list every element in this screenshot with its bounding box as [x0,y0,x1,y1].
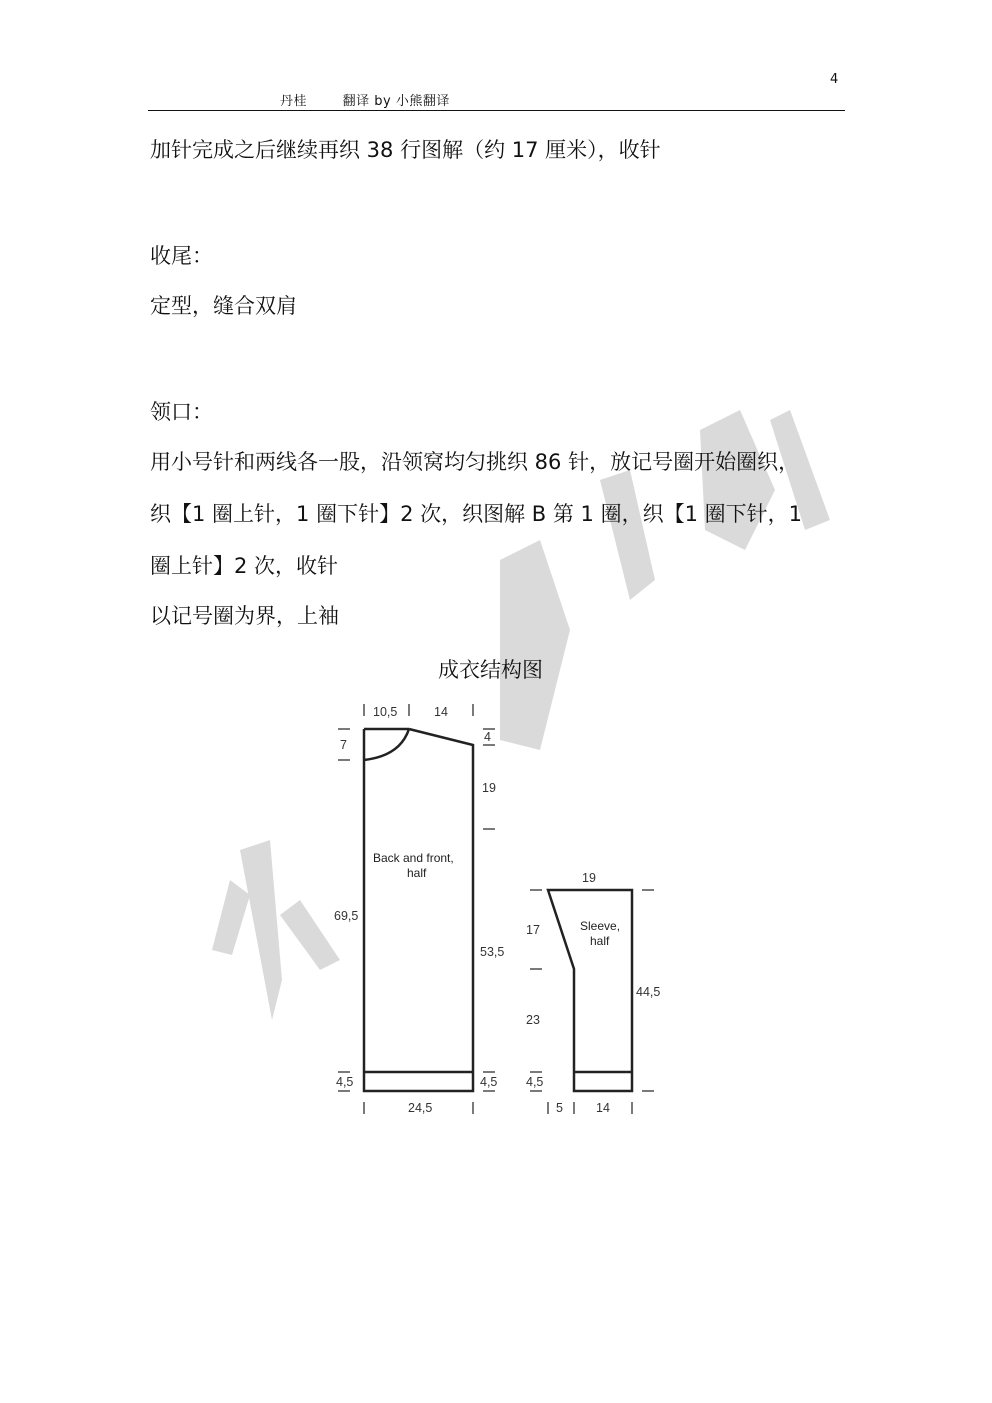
dim-bottom-width: 24,5 [408,1101,433,1115]
neck-line-2: 织【1 圈上针，1 圈下针】2 次，织图解 B 第 1 圈，织【1 圈下针，1 [150,502,802,526]
dim-armhole: 19 [482,781,496,795]
finishing-text: 定型，缝合双肩 [150,294,297,318]
finishing-heading: 收尾： [150,244,213,268]
dim-neck-depth: 7 [340,738,347,752]
dim-sleeve-total: 44,5 [636,985,661,999]
header-author: 丹桂 [280,94,308,109]
dim-sleeve-upper: 17 [526,923,540,937]
neck-line-1: 用小号针和两线各一股，沿领窝均匀挑织 86 针，放记号圈开始圈织， [150,450,800,474]
dim-sleeve-bottom: 14 [596,1101,610,1115]
figure-title: 成衣结构图 [438,658,543,682]
dim-shoulder-drop: 4 [484,730,491,744]
sleeve-label-2: half [590,934,610,948]
dim-sleeve-lower: 23 [526,1013,540,1027]
dim-total-length: 69,5 [334,909,359,923]
dim-top-left: 10,5 [373,705,398,719]
header-rule [148,110,845,111]
paragraph-line: 加针完成之后继续再织 38 行图解（约 17 厘米），收针 [150,138,661,162]
body-outline [364,729,473,1091]
neck-heading: 领口： [150,400,213,424]
body-label-1: Back and front, [373,851,454,865]
neck-line-3: 圈上针】2 次，收针 [150,554,339,578]
sleeve-line: 以记号圈为界，上袖 [150,604,339,628]
dim-side-length: 53,5 [480,945,505,959]
dim-rib-left: 4,5 [336,1075,354,1089]
page-number: 4 [830,72,839,87]
dim-sleeve-top: 19 [582,871,596,885]
sleeve-label-1: Sleeve, [580,919,621,933]
body-label-2: half [407,866,427,880]
dim-top-right: 14 [434,705,448,719]
header-translator: 翻译 by 小熊翻译 [342,94,450,109]
schematic-diagram [320,696,680,1126]
neck-curve [364,729,409,760]
dim-rib-right: 4,5 [480,1075,498,1089]
dim-sleeve-rib: 4,5 [526,1075,544,1089]
dim-sleeve-bottom-left: 5 [556,1101,563,1115]
page-header [280,90,450,109]
